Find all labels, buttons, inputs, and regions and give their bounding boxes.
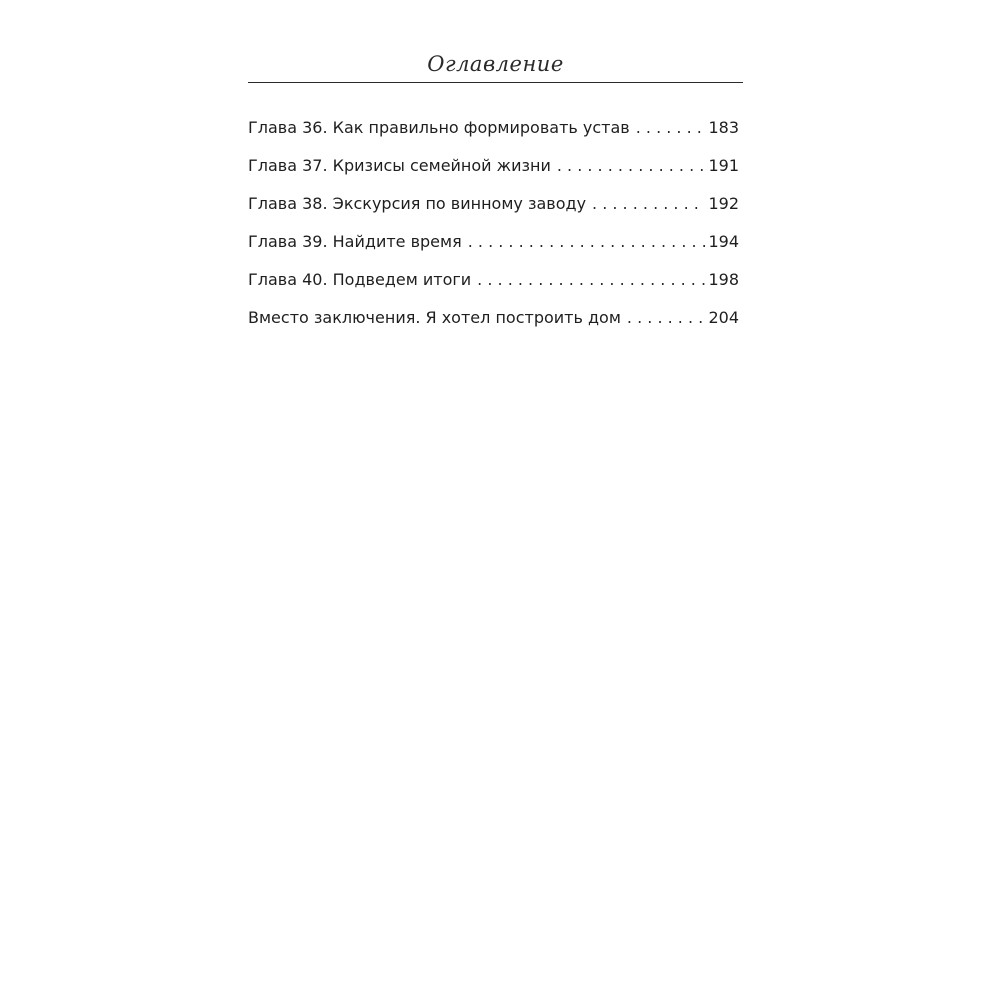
table-of-contents (248, 118, 739, 346)
toc-leader-dots (636, 118, 706, 137)
toc-entry-page: 183 (708, 118, 739, 137)
running-header (248, 46, 743, 83)
toc-leader-dots (627, 308, 706, 327)
toc-leader-dots (592, 194, 705, 213)
toc-entry (248, 232, 739, 270)
toc-entry-page: 204 (708, 308, 739, 327)
toc-entry-page: 192 (708, 194, 739, 213)
toc-entry (248, 194, 739, 232)
toc-entry-page: 194 (708, 232, 739, 251)
toc-entry-title: Глава 38. Экскурсия по винному заводу (248, 194, 587, 213)
toc-leader-dots (477, 270, 705, 289)
toc-entry (248, 156, 739, 194)
toc-entry-title: Вместо заключения. Я хотел построить дом (248, 308, 621, 327)
toc-entry-title: Глава 40. Подведем итоги (248, 270, 472, 289)
toc-entry-page: 198 (708, 270, 739, 289)
toc-entry-title: Глава 36. Как правильно формировать устав (248, 118, 630, 137)
toc-entry (248, 308, 739, 346)
toc-entry (248, 118, 739, 156)
toc-leader-dots (468, 232, 706, 251)
toc-entry (248, 270, 739, 308)
toc-leader-dots (557, 156, 706, 175)
toc-entry-title: Глава 37. Кризисы семейной жизни (248, 156, 551, 175)
page-title: Оглавление (427, 52, 564, 76)
toc-entry-title: Глава 39. Найдите время (248, 232, 462, 251)
toc-entry-page: 191 (708, 156, 739, 175)
